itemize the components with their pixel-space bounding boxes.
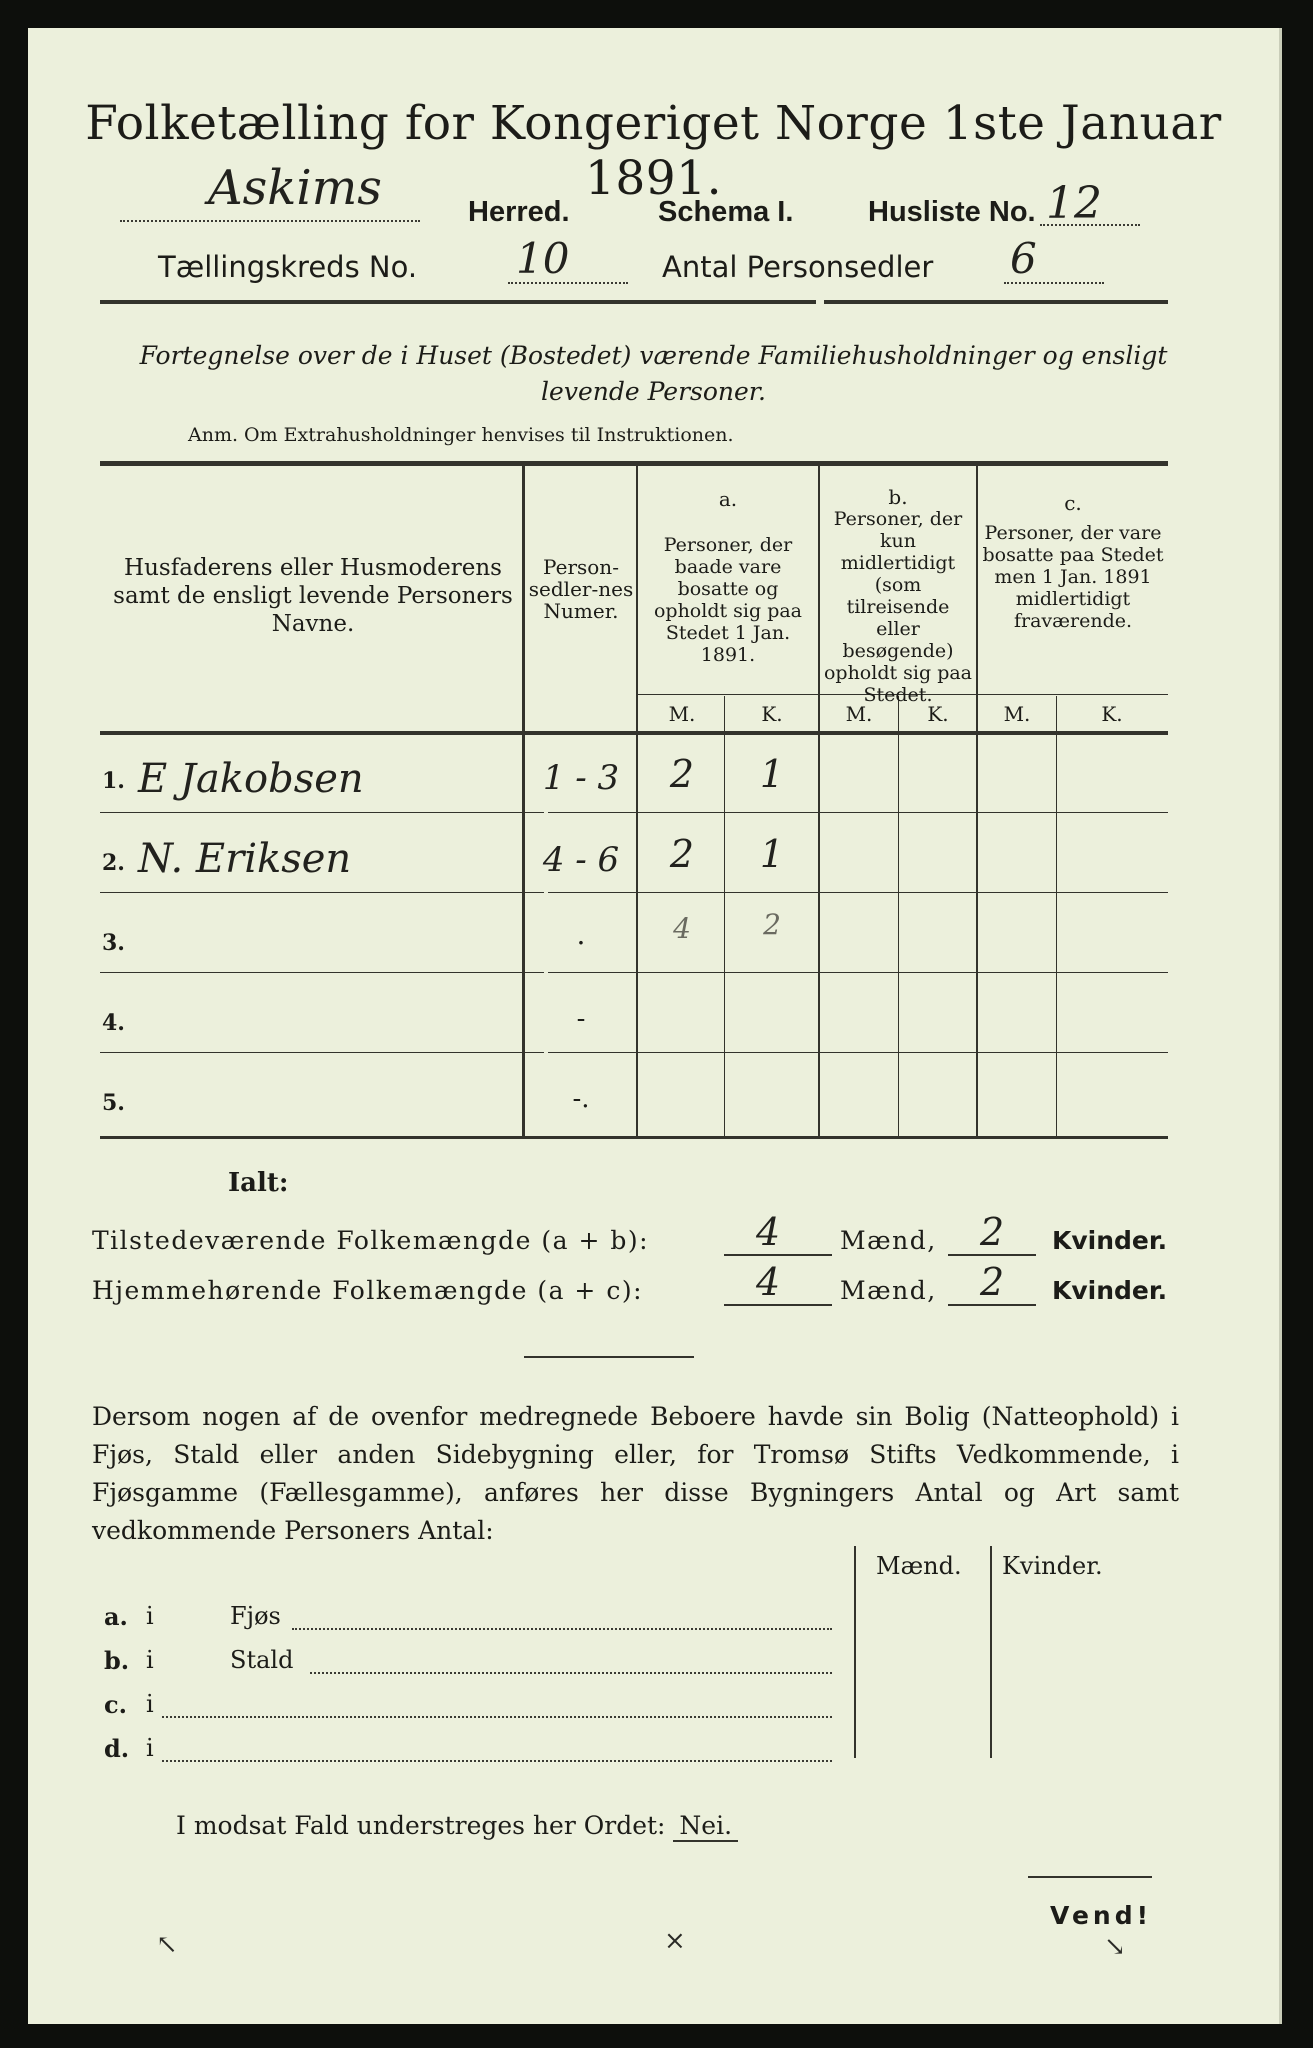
- header-rule-left: [100, 300, 816, 304]
- modsat-word: Nei.: [673, 1811, 738, 1842]
- c-mk-rule: [978, 694, 1168, 695]
- herred-label: Herred.: [468, 196, 570, 228]
- row-rule-1-name: [100, 812, 544, 813]
- row-rule-3-data: [548, 972, 1168, 973]
- header-numer: Person-sedler-nes Numer.: [528, 555, 634, 623]
- header-c-m: M.: [1003, 702, 1031, 726]
- row-rule-4-data: [548, 1052, 1168, 1053]
- tilstede-kvinder-word: Kvinder.: [1052, 1226, 1168, 1255]
- header-rule-right: [824, 300, 1168, 304]
- hjemme-maend-word: Mænd,: [840, 1276, 937, 1305]
- instruction-note: Anm. Om Extrahusholdninger henvises til Instruktionen.: [188, 424, 734, 446]
- vend-label: Vend!: [1050, 1901, 1153, 1930]
- building-row-b-letter: b.: [104, 1646, 130, 1675]
- row-rule-4-name: [100, 1052, 544, 1053]
- row-3-number: 3.: [102, 930, 125, 956]
- header-a-letter: a.: [718, 487, 738, 511]
- header-b-letter: b.: [888, 485, 908, 509]
- form-subtitle: Fortegnelse over de i Huset (Bostedet) værende Familiehusholdninger og ensligt levende Personer.: [139, 341, 1168, 406]
- header-c-letter: c.: [1064, 491, 1082, 515]
- building-row-a-prep: i: [146, 1602, 154, 1630]
- corner-mark-right-icon: ↘: [1104, 1932, 1126, 1962]
- row-2-numer: 4 - 6: [542, 840, 620, 880]
- header-a-text: Personer, der baade vare bosatte og opholdt sig paa Stedet 1 Jan. 1891.: [653, 534, 803, 666]
- herred-dotted-line: [120, 220, 420, 222]
- building-row-c-letter: c.: [104, 1690, 127, 1719]
- section-separator: [524, 1356, 694, 1358]
- hjemme-kvinder-word: Kvinder.: [1052, 1276, 1168, 1305]
- row-1-name: E Jakobsen: [138, 756, 364, 802]
- header-a-k: K.: [761, 702, 783, 726]
- corner-mark-left-icon: ↖: [156, 1930, 178, 1960]
- tilstede-maend-value: 4: [756, 1210, 781, 1254]
- building-row-d-dots: [162, 1760, 832, 1762]
- building-row-a-name: Fjøs: [230, 1602, 281, 1630]
- table-header-rule: [100, 731, 1168, 735]
- outbuilding-paragraph: Dersom nogen af de ovenfor medregnede Beboere havde sin Bolig (Natteophold) i Fjøs, Stald eller anden Sidebygning eller, for Tromsø Stifts Vedkommende, i Fjøsgamme (Fællesgamme), anføres her disse Bygningers Antal og Art samt vedkommende Personers Antal:: [92, 1402, 1179, 1545]
- vend-line: [1028, 1876, 1152, 1878]
- header-a-m: M.: [668, 702, 696, 726]
- husliste-dotted-line: [1040, 224, 1140, 226]
- schema-label: Schema I.: [658, 196, 794, 228]
- table-top-rule: [100, 461, 1168, 466]
- buildings-divider-right: [990, 1546, 992, 1758]
- personsedler-label: Antal Personsedler: [662, 250, 934, 284]
- kreds-value: 10: [516, 234, 570, 283]
- col-divider-b-mk: [898, 696, 899, 1136]
- row-2-number: 2.: [102, 850, 125, 876]
- buildings-divider-left: [854, 1546, 856, 1758]
- row-5-numer: -.: [572, 1084, 590, 1114]
- building-row-b-name: Stald: [230, 1646, 294, 1674]
- building-row-c-prep: i: [146, 1690, 154, 1718]
- tilstede-kvinder-line: [948, 1254, 1036, 1256]
- building-row-c-dots: [162, 1716, 832, 1718]
- row-rule-2-data: [548, 892, 1168, 893]
- hjemme-label: Hjemmehørende Folkemængde (a + c):: [92, 1276, 643, 1305]
- building-row-a-letter: a.: [104, 1602, 128, 1631]
- header-b-m: M.: [845, 702, 873, 726]
- row-1-number: 1.: [102, 768, 125, 794]
- table-bottom-rule: [100, 1136, 1168, 1139]
- buildings-maend-header: Mænd.: [876, 1552, 962, 1580]
- building-row-d-prep: i: [146, 1734, 154, 1762]
- tilstede-maend-line: [724, 1254, 832, 1256]
- col-divider-b: [976, 466, 978, 1136]
- hjemme-maend-line: [724, 1304, 832, 1306]
- kreds-label: Tællingskreds No.: [158, 250, 418, 284]
- modsat-sentence: I modsat Fald understreges her Ordet:: [176, 1811, 666, 1840]
- header-b-k: K.: [927, 702, 949, 726]
- kreds-dotted-line: [508, 282, 628, 284]
- herred-value: Askims: [208, 160, 382, 216]
- col-divider-a: [818, 466, 820, 1136]
- hjemme-kvinder-value: 2: [980, 1260, 1005, 1304]
- tilstede-kvinder-value: 2: [980, 1210, 1005, 1254]
- col-divider-names: [522, 466, 525, 1136]
- header-c-k: K.: [1101, 702, 1123, 726]
- corner-mark-center-icon: ⨯: [664, 1926, 686, 1956]
- building-row-d-letter: d.: [104, 1734, 130, 1763]
- a-mk-rule: [638, 694, 818, 695]
- row-4-numer: -: [576, 1004, 586, 1034]
- row-rule-1-data: [548, 812, 1168, 813]
- building-row-a-dots: [292, 1628, 832, 1630]
- row-3-a-m: 4: [673, 912, 691, 945]
- husliste-value: 12: [1046, 178, 1102, 229]
- col-divider-a-mk: [724, 696, 725, 1136]
- row-1-a-k: 1: [759, 752, 785, 796]
- row-3-numer: .: [576, 918, 586, 951]
- row-4-number: 4.: [102, 1010, 125, 1036]
- header-c-text: Personer, der vare bosatte paa Stedet men 1 Jan. 1891 midlertidigt fraværende.: [982, 522, 1164, 632]
- header-b-text: Personer, der kun midlertidigt (som tilreisende eller besøgende) opholdt sig paa Stedet.: [823, 508, 973, 706]
- row-rule-2-name: [100, 892, 544, 893]
- row-rule-3-name: [100, 972, 544, 973]
- tilstede-label: Tilstedeværende Folkemængde (a + b):: [92, 1226, 650, 1255]
- row-1-numer: 1 - 3: [542, 758, 620, 798]
- hjemme-maend-value: 4: [756, 1260, 781, 1304]
- header-names: Husfaderens eller Husmoderens samt de ensligt levende Personers Navne.: [113, 555, 513, 637]
- row-2-name: N. Eriksen: [138, 836, 352, 882]
- buildings-kvinder-header: Kvinder.: [1002, 1552, 1103, 1580]
- building-row-b-dots: [310, 1672, 832, 1674]
- building-row-b-prep: i: [146, 1646, 154, 1674]
- row-1-a-m: 2: [669, 752, 695, 796]
- form-title: Folketælling for Kongeriget Norge 1ste Januar 1891.: [85, 96, 1222, 206]
- personsedler-value: 6: [1010, 234, 1037, 283]
- personsedler-dotted-line: [1004, 282, 1104, 284]
- hjemme-kvinder-line: [948, 1304, 1036, 1306]
- col-divider-c-mk: [1056, 696, 1057, 1136]
- row-2-a-m: 2: [669, 832, 695, 876]
- row-2-a-k: 1: [759, 832, 785, 876]
- census-form-page: [28, 28, 1282, 2024]
- col-divider-numer: [636, 466, 638, 1136]
- row-5-number: 5.: [102, 1090, 125, 1116]
- tilstede-maend-word: Mænd,: [840, 1226, 937, 1255]
- row-3-a-k: 2: [763, 908, 781, 941]
- ialt-label: Ialt:: [228, 1168, 289, 1198]
- husliste-label: Husliste No.: [868, 196, 1036, 228]
- modsat-text: [176, 1811, 738, 1840]
